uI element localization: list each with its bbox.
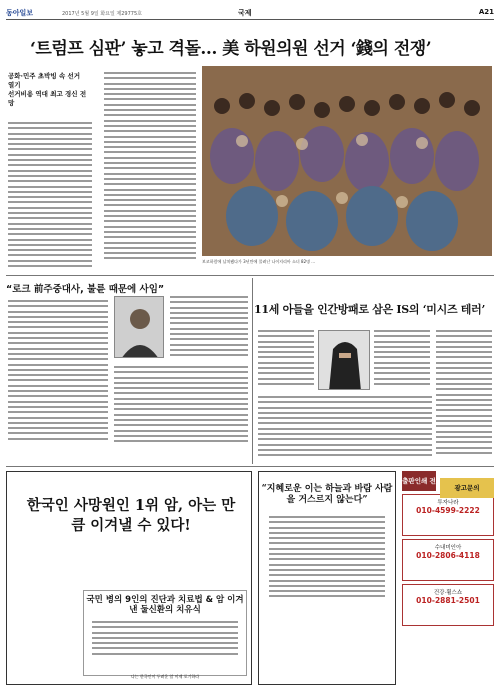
is-article-col-4 <box>258 396 432 460</box>
is-article-col-1 <box>258 330 314 388</box>
section-divider <box>6 275 494 276</box>
classified-label-1: 투자나라 <box>437 500 459 506</box>
newspaper-brand: 동아일보 <box>6 9 34 17</box>
body-column-1 <box>8 122 92 270</box>
book-advertisement <box>6 471 252 685</box>
lead-line-1: 공화·민주 초박빙 속 선거 열기 <box>8 72 81 89</box>
classified-number-1: 010-4599-2222 <box>416 506 480 515</box>
body-column-2 <box>104 72 196 263</box>
section-name: 국제 <box>238 9 252 17</box>
left-article-title: “로크 前주중대사, 불륜 때문에 사임” <box>6 284 165 295</box>
crowd-photo-icon <box>202 66 492 256</box>
classified-block-3 <box>402 584 494 626</box>
ad2-body-lines <box>269 516 385 597</box>
ad-footer: 나는 한국인이 두려운 암 이제 포기하라 <box>130 674 200 679</box>
main-headline: ‘트럼프 심판’ 놓고 격돌… 美 하원의원 선거 ‘錢의 전쟁’ <box>30 39 432 59</box>
column-divider <box>252 278 253 464</box>
book-advertisement-2 <box>258 471 396 685</box>
main-photo <box>202 66 492 256</box>
is-article-title: 11세 아들을 인간방패로 삼은 IS의 ‘미시즈 테러’ <box>254 303 485 316</box>
ad-title: 한국인 사망원인 1위 암, 아는 만큼 이겨낼 수 있다! <box>26 497 236 534</box>
left-article-col-3 <box>114 366 248 445</box>
ad-divider <box>6 466 494 467</box>
portrait-photo <box>114 296 164 358</box>
classified-label-2: 수내미인아 <box>434 545 462 551</box>
ad-body-lines <box>92 621 238 655</box>
classified-block-2 <box>402 539 494 581</box>
person-icon <box>115 297 164 358</box>
veiled-person-icon <box>319 331 370 390</box>
lead-line-2: 선거비용 역대 최고 경신 전망 <box>8 90 87 107</box>
ad-inquiry-badge: 광고문의 <box>440 478 494 498</box>
article-lead <box>8 72 88 108</box>
left-article-col-1 <box>8 300 108 443</box>
ad2-title: “지혜로운 이는 하늘과 바람 사람을 거스르지 않는다” <box>261 484 393 505</box>
classified-ads <box>402 471 494 685</box>
classified-number-3: 010-2881-2501 <box>416 596 480 605</box>
is-article-col-2 <box>374 330 430 388</box>
classified-number-2: 010-2806-4118 <box>416 551 480 560</box>
is-article-photo <box>318 330 370 390</box>
ad-info-box <box>83 590 247 676</box>
is-article-col-3 <box>436 330 492 457</box>
page-header <box>6 6 494 20</box>
ad-subtitle: 국민 병의 9인의 진단과 치료법 & 암 이겨낸 둘신환의 치유식 <box>86 595 244 615</box>
page-number: A21 <box>478 8 494 16</box>
classified-label-3: 건강·휠스쇼 <box>433 590 463 596</box>
left-article-col-2 <box>170 296 248 360</box>
photo-caption: 보코하람에 납치됐다가 3년만에 풀려난 나이지리아 소녀 82명 ... <box>202 259 316 264</box>
classified-header: 출판인쇄 전문 <box>402 471 436 491</box>
issue-date: 2017년 5월 9일 화요일 제29775호 <box>62 11 142 17</box>
